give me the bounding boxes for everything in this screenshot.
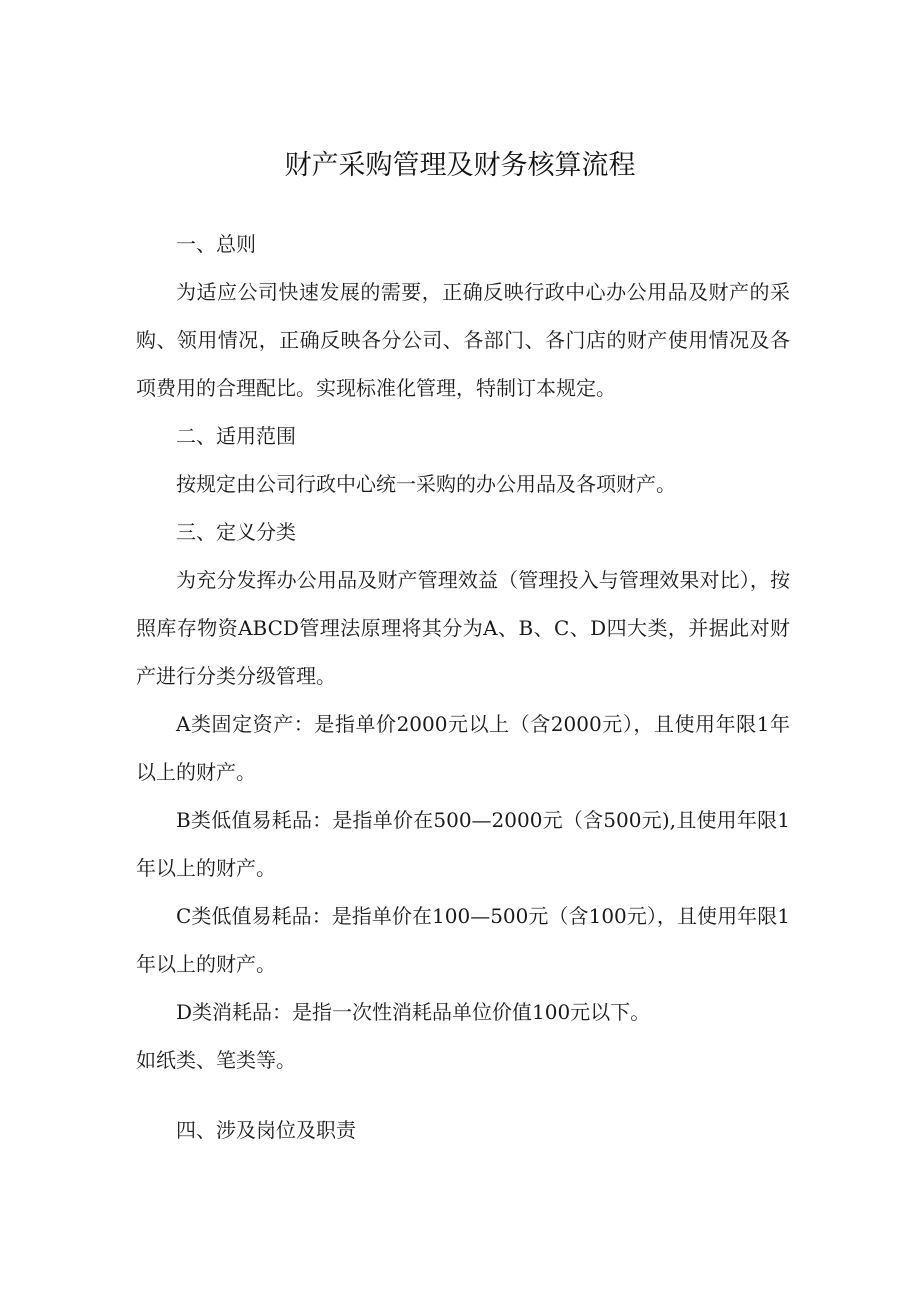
document-title: 财产采购管理及财务核算流程 [284, 150, 636, 181]
paragraph-class-d: D类消耗品：是指一次性消耗品单位价值100元以下。 [176, 1000, 651, 1024]
paragraph-purpose: 为适应公司快速发展的需要，正确反映行政中心办公用品及财产的采购、领用情况，正确反映各分公司、各部门、各门店的财产使用情况及各项费用的合理配比。实现标准化管理，特制订本规定。 [136, 280, 790, 400]
paragraph-class-d-examples: 如纸类、笔类等。 [136, 1048, 296, 1072]
section-heading-definitions: 三、定义分类 [176, 520, 296, 544]
paragraph-classification: 为充分发挥办公用品及财产管理效益（管理投入与管理效果对比），按照库存物资ABCD管理法原理将其分为A、B、C、D四大类，并据此对财产进行分类分级管理。 [136, 568, 790, 688]
paragraph-class-a: A类固定资产：是指单价2000元以上（含2000元），且使用年限1年以上的财产。 [136, 712, 790, 784]
paragraph-scope: 按规定由公司行政中心统一采购的办公用品及各项财产。 [176, 472, 676, 496]
section-heading-general: 一、总则 [176, 232, 256, 256]
section-heading-roles: 四、涉及岗位及职责 [176, 1118, 356, 1142]
paragraph-class-c: C类低值易耗品：是指单价在100—500元（含100元），且使用年限1年以上的财产。 [136, 904, 790, 976]
paragraph-class-b: B类低值易耗品：是指单价在500—2000元（含500元),且使用年限1年以上的财产。 [136, 808, 790, 880]
paragraph-gap [136, 1084, 790, 1106]
document-body [136, 220, 790, 1154]
section-heading-scope: 二、适用范围 [176, 424, 296, 448]
